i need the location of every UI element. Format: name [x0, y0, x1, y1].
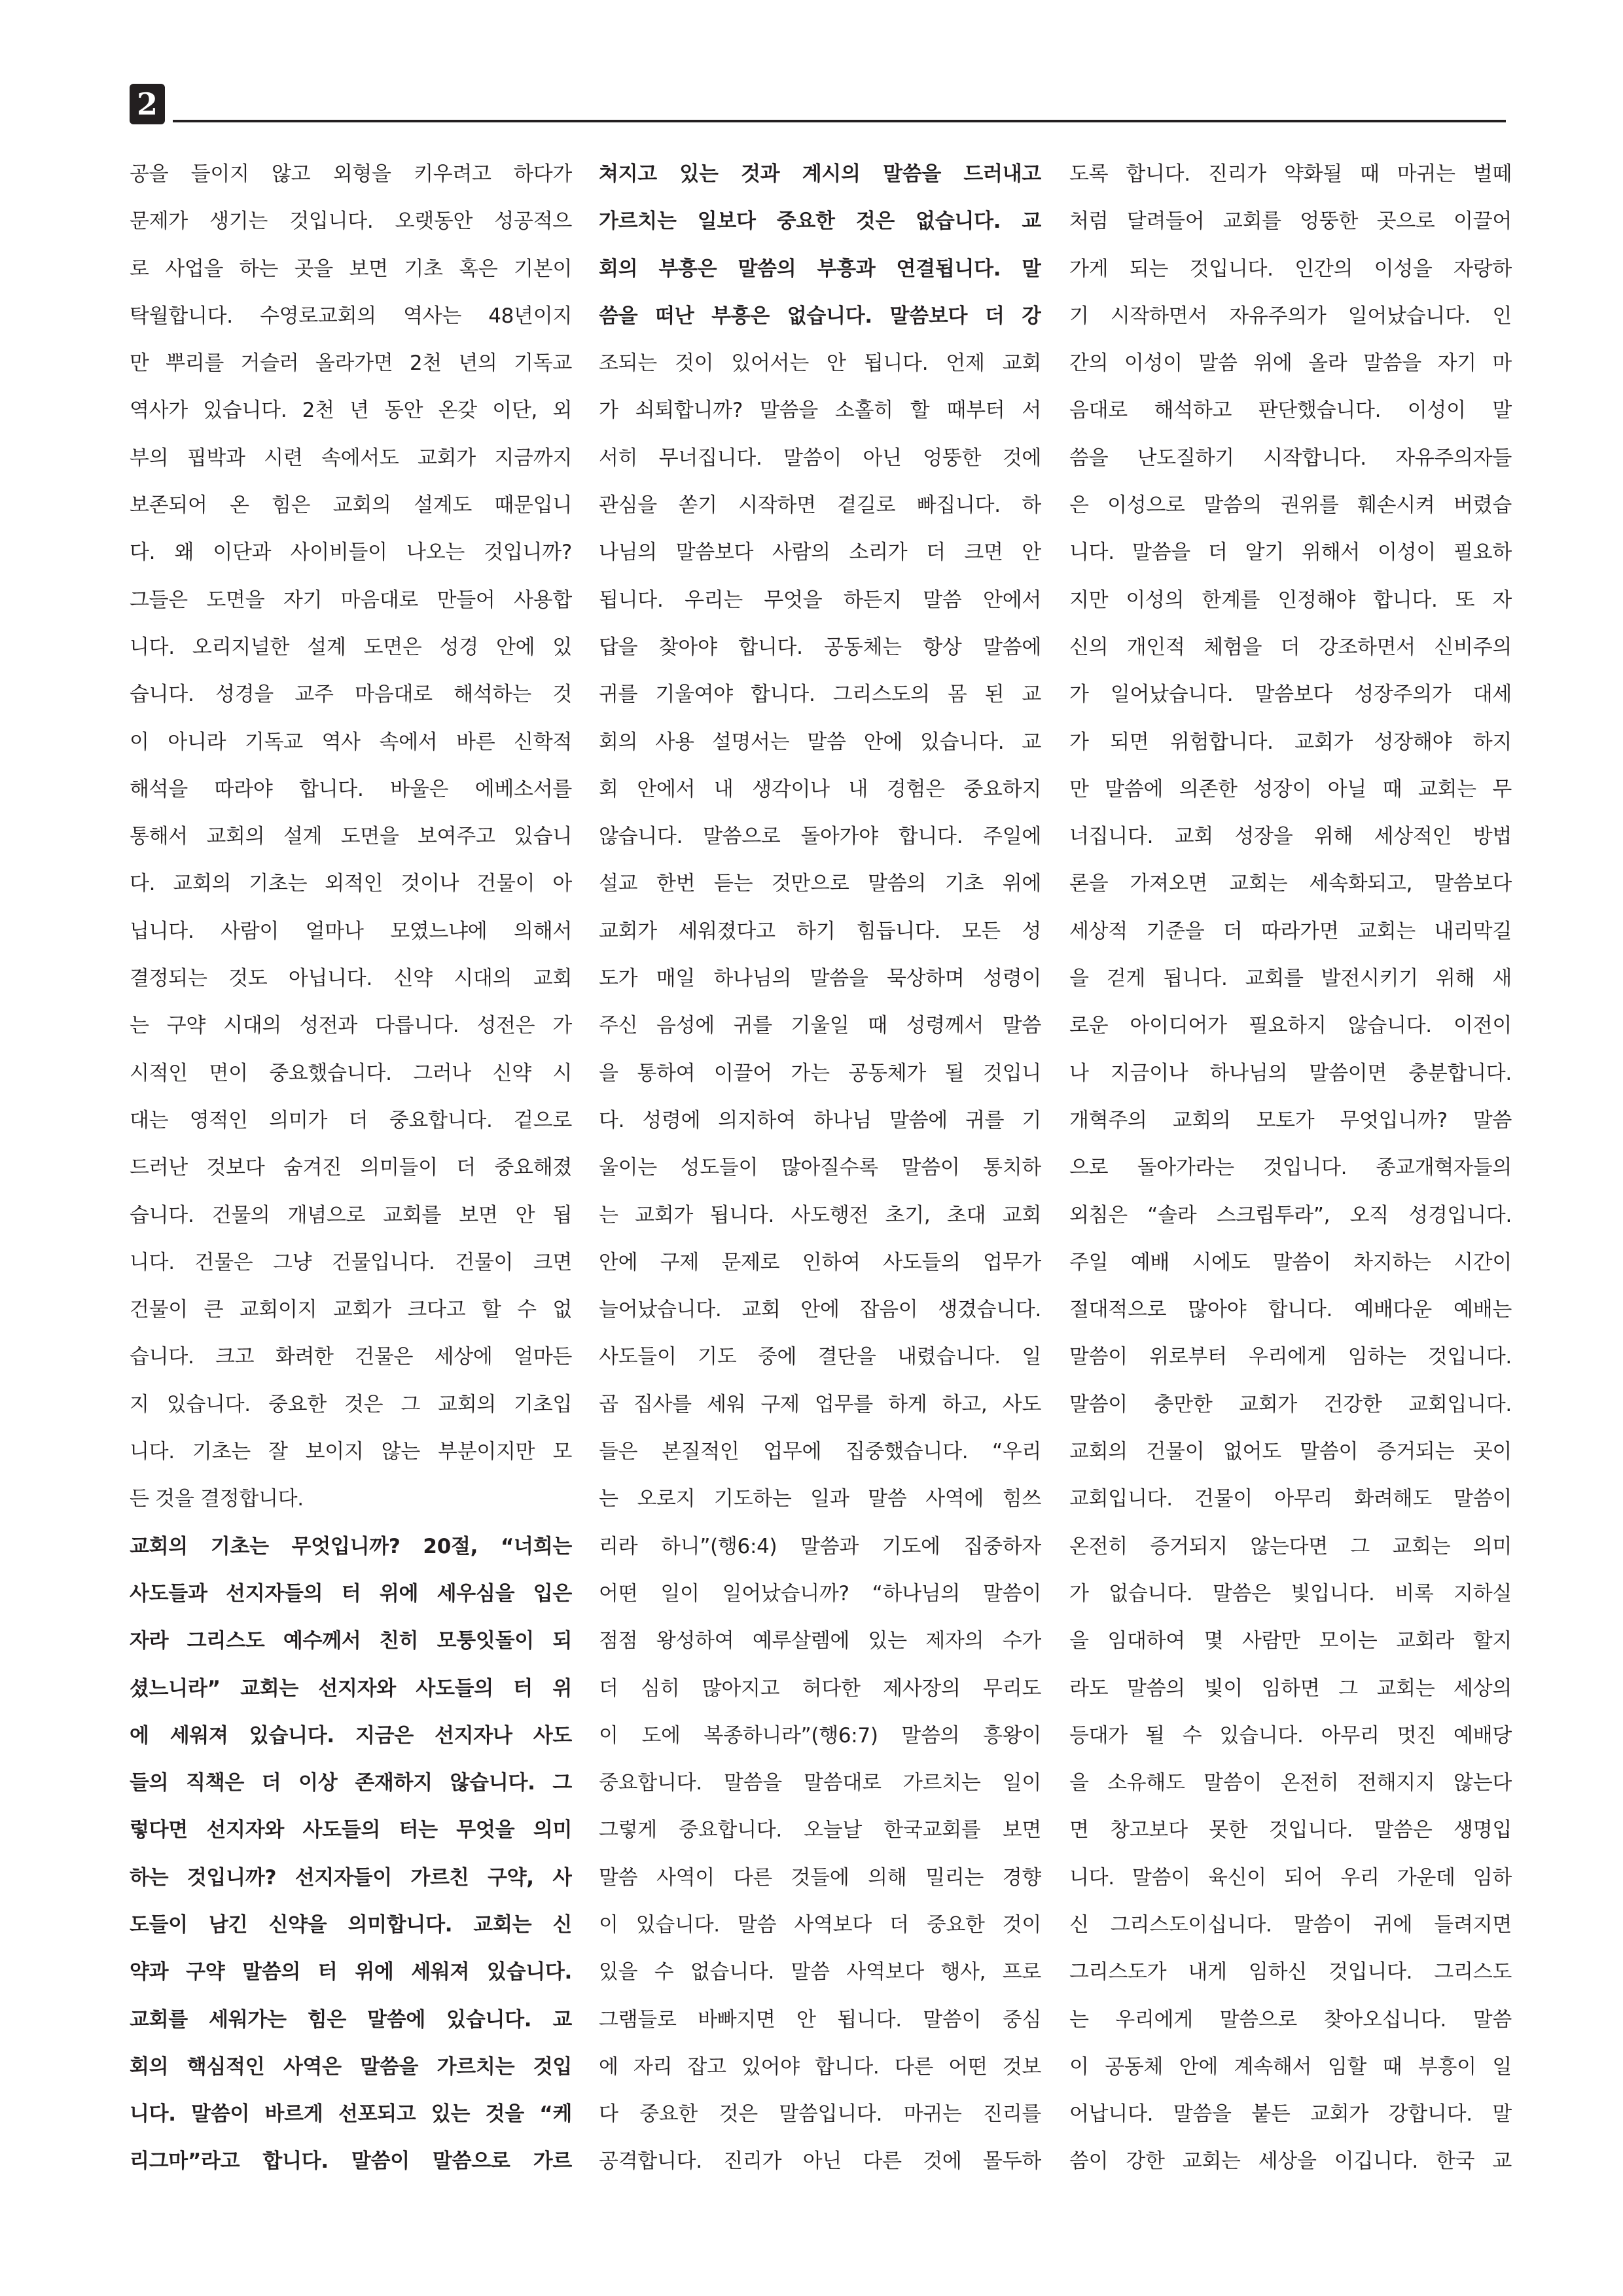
text-line: 너집니다. 교회 성장을 위해 세상적인 방법 [1069, 825, 1512, 849]
text-line: 으로 돌아가라는 것입니다. 종교개혁자들의 [1069, 1156, 1512, 1180]
text-line: 습니다. 성경을 교주 마음대로 해석하는 것 [130, 683, 572, 707]
text-line: 관심을 쏟기 시작하면 곁길로 빠집니다. 하 [599, 493, 1041, 518]
text-line: 로운 아이디어가 필요하지 않습니다. 이전이 [1069, 1014, 1512, 1038]
text-line: 회의 사용 설명서는 말씀 안에 있습니다. 교 [599, 730, 1041, 754]
text-line: 라도 말씀의 빛이 임하면 그 교회는 세상의 [1069, 1676, 1512, 1700]
text-line: 교회의 기초는 무엇입니까? 20절, “너희는 [130, 1534, 572, 1558]
text-line: 가 쇠퇴합니까? 말씀을 소홀히 할 때부터 서 [599, 399, 1041, 423]
text-line: 만 말씀에 의존한 성장이 아닐 때 교회는 무 [1069, 777, 1512, 801]
text-line: 씀을 난도질하기 시작합니다. 자유주의자들 [1069, 446, 1512, 470]
text-line: 세상적 기준을 더 따라가면 교회는 내리막길 [1069, 919, 1512, 943]
text-line: 도가 매일 하나님의 말씀을 묵상하며 성령이 [599, 967, 1041, 991]
text-line: 습니다. 건물의 개념으로 교회를 보면 안 됩 [130, 1203, 572, 1227]
text-line: 다. 성령에 의지하여 하나님 말씀에 귀를 기 [599, 1108, 1041, 1132]
text-line: 늘어났습니다. 교회 안에 잡음이 생겼습니다. [599, 1298, 1041, 1322]
text-line: 탁월합니다. 수영로교회의 역사는 48년이지 [130, 304, 572, 328]
text-line: 니다. 말씀이 바르게 선포되고 있는 것을 “케 [130, 2102, 572, 2126]
text-line: 지 있습니다. 중요한 것은 그 교회의 기초입 [130, 1392, 572, 1416]
text-line: 울이는 성도들이 많아질수록 말씀이 통치하 [599, 1156, 1041, 1180]
text-line: 서히 무너집니다. 말씀이 아닌 엉뚱한 것에 [599, 446, 1041, 470]
text-line: 않습니다. 말씀으로 돌아가야 합니다. 주일에 [599, 825, 1041, 849]
text-line: 곱 집사를 세워 구제 업무를 하게 하고, 사도 [599, 1392, 1041, 1416]
text-column-2 [599, 151, 1041, 2185]
text-line: 약과 구약 말씀의 터 위에 세워져 있습니다. [130, 1960, 572, 1984]
text-line: 귀를 기울여야 합니다. 그리스도의 몸 된 교 [599, 683, 1041, 707]
text-line: 도록 합니다. 진리가 약화될 때 마귀는 벌떼 [1069, 162, 1512, 186]
text-line: 하는 것입니까? 선지자들이 가르친 구약, 사 [130, 1865, 572, 1890]
text-line: 설교 한번 듣는 것만으로 말씀의 기초 위에 [599, 872, 1041, 896]
text-line: 이 공동체 안에 계속해서 임할 때 부흥이 일 [1069, 2054, 1512, 2079]
text-line: 가 일어났습니다. 말씀보다 성장주의가 대세 [1069, 683, 1512, 707]
text-line: 다. 왜 이단과 사이비들이 나오는 것입니까? [130, 541, 572, 565]
page-number: 2 [130, 84, 165, 124]
text-line: 더 심히 많아지고 허다한 제사장의 무리도 [599, 1676, 1041, 1700]
text-line: 들은 본질적인 업무에 집중했습니다. “우리 [599, 1440, 1041, 1464]
text-line: 자라 그리스도 예수께서 친히 모퉁잇돌이 되 [130, 1629, 572, 1653]
text-line: 등대가 될 수 있습니다. 아무리 멋진 예배당 [1069, 1723, 1512, 1748]
header-rule [173, 120, 1506, 122]
text-line: 말씀이 충만한 교회가 건강한 교회입니다. [1069, 1392, 1512, 1416]
text-line: 니다. 오리지널한 설계 도면은 성경 안에 있 [130, 635, 572, 659]
text-line: 간의 이성이 말씀 위에 올라 말씀을 자기 마 [1069, 351, 1512, 376]
text-line: 이 도에 복종하니라”(행6:7) 말씀의 흥왕이 [599, 1723, 1041, 1748]
text-line: 부의 핍박과 시련 속에서도 교회가 지금까지 [130, 446, 572, 470]
text-line: 외침은 “솔라 스크립투라”, 오직 성경입니다. [1069, 1203, 1512, 1227]
text-line: 점점 왕성하여 예루살렘에 있는 제자의 수가 [599, 1629, 1041, 1653]
text-line: 말씀이 위로부터 우리에게 임하는 것입니다. [1069, 1345, 1512, 1369]
text-line: 론을 가져오면 교회는 세속화되고, 말씀보다 [1069, 872, 1512, 896]
text-line: 는 구약 시대의 성전과 다릅니다. 성전은 가 [130, 1014, 572, 1038]
text-line: 도들이 남긴 신약을 의미합니다. 교회는 신 [130, 1912, 572, 1937]
text-line: 을 걷게 됩니다. 교회를 발전시키기 위해 새 [1069, 967, 1512, 991]
text-line: 해석을 따라야 합니다. 바울은 에베소서를 [130, 777, 572, 801]
text-line: 교회를 세워가는 힘은 말씀에 있습니다. 교 [130, 2007, 572, 2032]
text-line: 다. 교회의 기초는 외적인 것이나 건물이 아 [130, 872, 572, 896]
text-line: 다 중요한 것은 말씀입니다. 마귀는 진리를 [599, 2102, 1041, 2126]
text-line: 음대로 해석하고 판단했습니다. 이성이 말 [1069, 399, 1512, 423]
text-line: 니다. 말씀을 더 알기 위해서 이성이 필요하 [1069, 541, 1512, 565]
text-line: 은 이성으로 말씀의 권위를 훼손시켜 버렸습 [1069, 493, 1512, 518]
text-line: 결정되는 것도 아닙니다. 신약 시대의 교회 [130, 967, 572, 991]
text-line: 니다. 말씀이 육신이 되어 우리 가운데 임하 [1069, 1865, 1512, 1890]
text-line: 그램들로 바빠지면 안 됩니다. 말씀이 중심 [599, 2007, 1041, 2032]
text-line: 가르치는 일보다 중요한 것은 없습니다. 교 [599, 209, 1041, 234]
text-line: 됩니다. 우리는 무엇을 하든지 말씀 안에서 [599, 588, 1041, 612]
text-line: 조되는 것이 있어서는 안 됩니다. 언제 교회 [599, 351, 1041, 376]
text-line: 기 시작하면서 자유주의가 일어났습니다. 인 [1069, 304, 1512, 328]
text-line: 로 사업을 하는 곳을 보면 기초 혹은 기본이 [130, 257, 572, 281]
text-line: 을 소유해도 말씀이 온전히 전해지지 않는다 [1069, 1771, 1512, 1795]
text-line: 에 세워져 있습니다. 지금은 선지자나 사도 [130, 1723, 572, 1748]
text-line: 에 자리 잡고 있어야 합니다. 다른 어떤 것보 [599, 2054, 1041, 2079]
text-line: 나님의 말씀보다 사람의 소리가 더 크면 안 [599, 541, 1041, 565]
text-line: 셨느니라” 교회는 선지자와 사도들의 터 위 [130, 1676, 572, 1700]
text-line: 교회의 건물이 없어도 말씀이 증거되는 곳이 [1069, 1440, 1512, 1464]
text-line: 가게 되는 것입니다. 인간의 이성을 자랑하 [1069, 257, 1512, 281]
text-line: 이 있습니다. 말씀 사역보다 더 중요한 것이 [599, 1912, 1041, 1937]
text-line: 그리스도가 내게 임하신 것입니다. 그리스도 [1069, 1960, 1512, 1984]
text-line: 가 되면 위험합니다. 교회가 성장해야 하지 [1069, 730, 1512, 754]
text-line: 보존되어 온 힘은 교회의 설계도 때문입니 [130, 493, 572, 518]
text-line: 공격합니다. 진리가 아닌 다른 것에 몰두하 [599, 2149, 1041, 2174]
text-line: 가 없습니다. 말씀은 빛입니다. 비록 지하실 [1069, 1581, 1512, 1605]
text-line: 주신 음성에 귀를 기울일 때 성령께서 말씀 [599, 1014, 1041, 1038]
text-line: 렇다면 선지자와 사도들의 터는 무엇을 의미 [130, 1818, 572, 1842]
text-line: 대는 영적인 의미가 더 중요합니다. 겉으로 [130, 1108, 572, 1132]
text-line: 역사가 있습니다. 2천 년 동안 온갖 이단, 외 [130, 399, 572, 423]
text-line: 문제가 생기는 것입니다. 오랫동안 성공적으 [130, 209, 572, 234]
text-line: 시적인 면이 중요했습니다. 그러나 신약 시 [130, 1061, 572, 1085]
text-line: 지만 이성의 한계를 인정해야 합니다. 또 자 [1069, 588, 1512, 612]
text-line: 씀이 강한 교회는 세상을 이깁니다. 한국 교 [1069, 2149, 1512, 2174]
text-column-1 [130, 151, 572, 2185]
text-line: 그들은 도면을 자기 마음대로 만들어 사용합 [130, 588, 572, 612]
text-line: 을 임대하여 몇 사람만 모이는 교회라 할지 [1069, 1629, 1512, 1653]
text-line: 온전히 증거되지 않는다면 그 교회는 의미 [1069, 1534, 1512, 1558]
text-line: 회의 핵심적인 사역은 말씀을 가르치는 것입 [130, 2054, 572, 2079]
text-line: 닙니다. 사람이 얼마나 모였느냐에 의해서 [130, 919, 572, 943]
text-line: 을 통하여 이끌어 가는 공동체가 될 것입니 [599, 1061, 1041, 1085]
text-line: 신의 개인적 체험을 더 강조하면서 신비주의 [1069, 635, 1512, 659]
text-line: 습니다. 크고 화려한 건물은 세상에 얼마든 [130, 1345, 572, 1369]
text-line: 개혁주의 교회의 모토가 무엇입니까? 말씀 [1069, 1108, 1512, 1132]
text-line: 들의 직책은 더 이상 존재하지 않습니다. 그 [130, 1771, 572, 1795]
text-line: 든 것을 결정합니다. [130, 1487, 304, 1511]
text-line: 면 창고보다 못한 것입니다. 말씀은 생명입 [1069, 1818, 1512, 1842]
text-line: 있을 수 없습니다. 말씀 사역보다 행사, 프로 [599, 1960, 1041, 1984]
text-line: 답을 찾아야 합니다. 공동체는 항상 말씀에 [599, 635, 1041, 659]
page-header [130, 84, 1506, 124]
text-line: 안에 구제 문제로 인하여 사도들의 업무가 [599, 1250, 1041, 1274]
text-line: 회 안에서 내 생각이나 내 경험은 중요하지 [599, 777, 1041, 801]
text-line: 어떤 일이 일어났습니까? “하나님의 말씀이 [599, 1581, 1041, 1605]
text-line: 회의 부흥은 말씀의 부흥과 연결됩니다. 말 [599, 257, 1041, 281]
text-line: 만 뿌리를 거슬러 올라가면 2천 년의 기독교 [130, 351, 572, 376]
text-line: 는 교회가 됩니다. 사도행전 초기, 초대 교회 [599, 1203, 1041, 1227]
text-line: 리라 하니”(행6:4) 말씀과 기도에 집중하자 [599, 1534, 1041, 1558]
text-line: 교회입니다. 건물이 아무리 화려해도 말씀이 [1069, 1487, 1512, 1511]
text-line: 니다. 기초는 잘 보이지 않는 부분이지만 모 [130, 1440, 572, 1464]
text-line: 나 지금이나 하나님의 말씀이면 충분합니다. [1069, 1061, 1512, 1085]
text-line: 건물이 큰 교회이지 교회가 크다고 할 수 없 [130, 1298, 572, 1322]
text-line: 그렇게 중요합니다. 오늘날 한국교회를 보면 [599, 1818, 1041, 1842]
text-column-3 [1069, 151, 1512, 2185]
text-line: 말씀 사역이 다른 것들에 의해 밀리는 경향 [599, 1865, 1041, 1890]
text-line: 통해서 교회의 설계 도면을 보여주고 있습니 [130, 825, 572, 849]
text-line: 니다. 건물은 그냥 건물입니다. 건물이 크면 [130, 1250, 572, 1274]
text-line: 쳐지고 있는 것과 계시의 말씀을 드러내고 [599, 162, 1041, 186]
text-line: 씀을 떠난 부흥은 없습니다. 말씀보다 더 강 [599, 304, 1041, 328]
text-line: 신 그리스도이십니다. 말씀이 귀에 들려지면 [1069, 1912, 1512, 1937]
text-line: 는 우리에게 말씀으로 찾아오십니다. 말씀 [1069, 2007, 1512, 2032]
text-line: 리그마”라고 합니다. 말씀이 말씀으로 가르 [130, 2149, 572, 2174]
text-line: 교회가 세워졌다고 하기 힘듭니다. 모든 성 [599, 919, 1041, 943]
text-line: 주일 예배 시에도 말씀이 차지하는 시간이 [1069, 1250, 1512, 1274]
text-line: 어납니다. 말씀을 붙든 교회가 강합니다. 말 [1069, 2102, 1512, 2126]
text-line: 절대적으로 많아야 합니다. 예배다운 예배는 [1069, 1298, 1512, 1322]
text-line: 드러난 것보다 숨겨진 의미들이 더 중요해졌 [130, 1156, 572, 1180]
text-line: 사도들이 기도 중에 결단을 내렸습니다. 일 [599, 1345, 1041, 1369]
text-line: 공을 들이지 않고 외형을 키우려고 하다가 [130, 162, 572, 186]
text-line: 이 아니라 기독교 역사 속에서 바른 신학적 [130, 730, 572, 754]
text-line: 처럼 달려들어 교회를 엉뚱한 곳으로 이끌어 [1069, 209, 1512, 234]
text-line: 사도들과 선지자들의 터 위에 세우심을 입은 [130, 1581, 572, 1605]
text-line: 중요합니다. 말씀을 말씀대로 가르치는 일이 [599, 1771, 1041, 1795]
text-line: 는 오로지 기도하는 일과 말씀 사역에 힘쓰 [599, 1487, 1041, 1511]
